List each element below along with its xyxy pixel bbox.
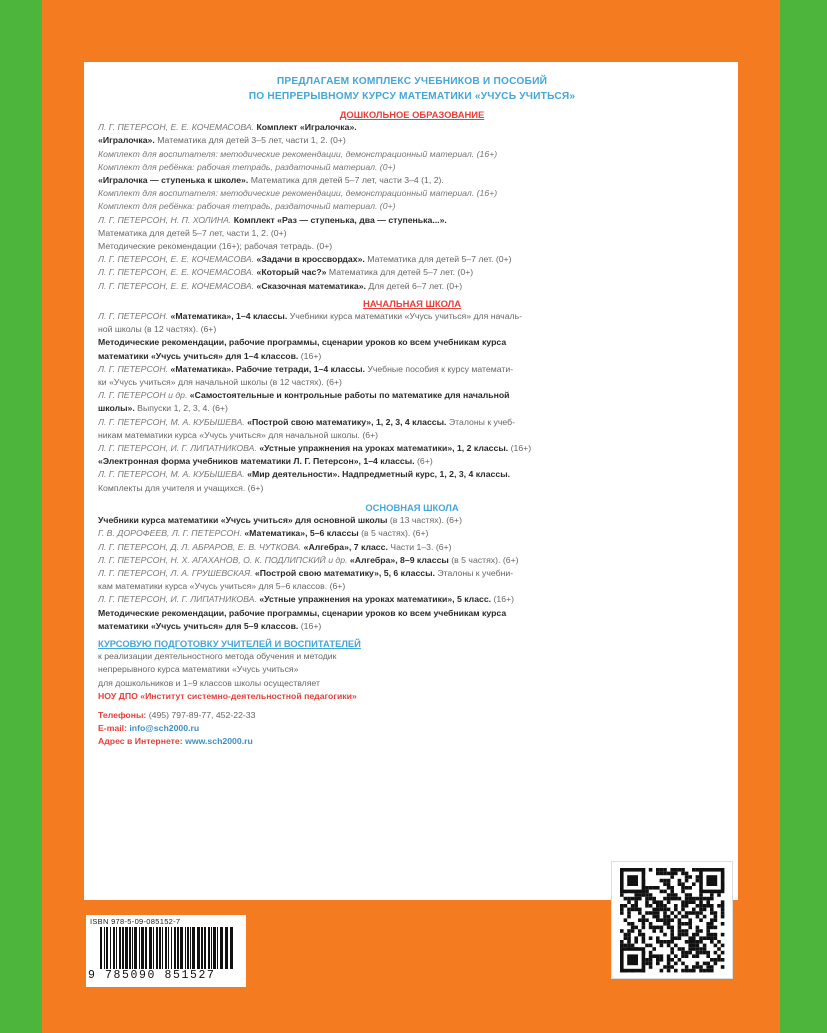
header-line-1: ПРЕДЛАГАЕМ КОМПЛЕКС УЧЕБНИКОВ И ПОСОБИЙ: [276, 76, 548, 87]
qr-code-image: [612, 862, 732, 978]
preschool-line: Л. Г. ПЕТЕРСОН, Е. Е. КОЧЕМАСОВА. «Сказочная математика». Для детей 6–7 лет. (0+): [98, 280, 463, 291]
section-heading-preschool: ДОШКОЛЬНОЕ ОБРАЗОВАНИЕ: [339, 109, 485, 120]
barcode-image: [100, 927, 235, 969]
isbn-number: ISBN 978-5-09-085152-7: [90, 917, 181, 926]
basic-line: Л. Г. ПЕТЕРСОН, Н. Х. АГАХАНОВ, О. К. ПОДЛИПСКИЙ и др. «Алгебра», 8–9 классы (в 5 частях). (6+): [98, 554, 519, 565]
primary-line: математики «Учусь учиться» для 1–4 классов. (16+): [98, 350, 322, 361]
email-link[interactable]: info@sch2000.ru: [129, 723, 200, 734]
basic-line: математики «Учусь учиться» для 5–9 классов. (16+): [98, 620, 322, 631]
preschool-line: «Игралочка — ступенька к школе». Математика для детей 5–7 лет, части 3–4 (1, 2).: [98, 175, 444, 186]
preschool-line: Комплект для воспитателя: методические рекомендации, демонстрационный материал. (16+): [98, 188, 498, 199]
courses-line: для дошкольников и 1–9 классов школы осуществляет: [98, 677, 320, 688]
isbn-barcode-block: [86, 915, 246, 987]
primary-line: ной школы (в 12 частях). (6+): [98, 324, 217, 335]
basic-line: Г. В. ДОРОФЕЕВ, Л. Г. ПЕТЕРСОН. «Математика», 5–6 классы (в 5 частях). (6+): [98, 528, 429, 539]
primary-line: школы». Выпуски 1, 2, 3, 4. (6+): [98, 403, 228, 414]
email-line: E-mail: info@sch2000.ru: [98, 723, 200, 734]
primary-line: Л. Г. ПЕТЕРСОН, М. А. КУБЫШЕВА. «Построй свою математику», 1, 2, 3, 4 классы. Эталоны к учеб-: [98, 416, 516, 427]
courses-heading: КУРСОВУЮ ПОДГОТОВКУ УЧИТЕЛЕЙ И ВОСПИТАТЕЛЕЙ: [98, 637, 361, 649]
info-panel: [84, 62, 738, 900]
basic-line: Учебники курса математики «Учусь учиться» для основной школы (в 13 частях). (6+): [98, 515, 462, 526]
preschool-line: Л. Г. ПЕТЕРСОН, Е. Е. КОЧЕМАСОВА. Комплект «Игралочка».: [98, 122, 357, 133]
basic-line: Л. Г. ПЕТЕРСОН, Л. А. ГРУШЕВСКАЯ. «Построй свою математику», 5, 6 классы. Эталоны к учебни-: [98, 567, 514, 578]
basic-line: Л. Г. ПЕТЕРСОН, И. Г. ЛИПАТНИКОВА. «Устные упражнения на уроках математики», 5 класс. (16+): [98, 594, 515, 605]
preschool-line: Комплект для воспитателя: методические рекомендации, демонстрационный материал. (16+): [98, 148, 498, 159]
basic-line: кам математики курса «Учусь учиться» для 5–6 классов. (6+): [98, 581, 346, 592]
preschool-line: Л. Г. ПЕТЕРСОН, Н. П. ХОЛИНА. Комплект «Раз — ступенька, два — ступенька...».: [98, 214, 447, 225]
preschool-line: Л. Г. ПЕТЕРСОН, Е. Е. КОЧЕМАСОВА. «Который час?» Математика для детей 5–7 лет. (0+): [98, 267, 474, 278]
basic-line: Методические рекомендации, рабочие программы, сценарии уроков ко всем учебникам курса: [98, 607, 507, 618]
primary-line: Л. Г. ПЕТЕРСОН, М. А. КУБЫШЕВА. «Мир деятельности». Надпредметный курс, 1, 2, 3, 4 классы.: [98, 469, 511, 480]
section-heading-basic: ОСНОВНАЯ ШКОЛА: [365, 501, 459, 513]
basic-line: Л. Г. ПЕТЕРСОН, Д. Л. АБРАРОВ, Е. В. ЧУТКОВА. «Алгебра», 7 класс. Части 1–3. (6+): [98, 541, 452, 552]
primary-line: Комплекты для учителя и учащихся. (6+): [98, 482, 264, 493]
primary-line: Л. Г. ПЕТЕРСОН и др. «Самостоятельные и контрольные работы по математике для начальной: [98, 390, 510, 401]
primary-line: Л. Г. ПЕТЕРСОН. «Математика». Рабочие тетради, 1–4 классы. Учебные пособия к курсу математи-: [98, 363, 514, 374]
phone-line: Телефоны: (495) 797-89-77, 452-22-33: [98, 709, 256, 720]
contacts-block: [98, 709, 726, 749]
institute-name: НОУ ДПО «Институт системно-деятельностной педагогики»: [98, 690, 357, 701]
courses-line: непрерывного курса математики «Учусь учиться»: [98, 664, 299, 675]
preschool-line: Л. Г. ПЕТЕРСОН, Е. Е. КОЧЕМАСОВА. «Задачи в кроссвордах». Математика для детей 5–7 лет. (0+): [98, 254, 512, 265]
preschool-line: Математика для детей 5–7 лет, части 1, 2. (0+): [98, 227, 287, 238]
qr-code: [611, 861, 733, 979]
preschool-line: Методические рекомендации (16+); рабочая тетрадь. (0+): [98, 241, 333, 252]
primary-line: Л. Г. ПЕТЕРСОН, И. Г. ЛИПАТНИКОВА. «Устные упражнения на уроках математики», 1, 2 классы. (16+): [98, 443, 532, 454]
header-title: [98, 74, 726, 104]
primary-line: Л. Г. ПЕТЕРСОН. «Математика», 1–4 классы. Учебники курса математики «Учусь учиться» для началь-: [98, 311, 523, 322]
preschool-line: Комплект для ребёнка: рабочая тетрадь, раздаточный материал. (0+): [98, 161, 396, 172]
primary-line: Методические рекомендации, рабочие программы, сценарии уроков ко всем учебникам курса: [98, 337, 507, 348]
section-heading-primary: НАЧАЛЬНАЯ ШКОЛА: [362, 297, 462, 309]
preschool-line: Комплект для ребёнка: рабочая тетрадь, раздаточный материал. (0+): [98, 201, 396, 212]
primary-line: «Электронная форма учебников математики Л. Г. Петерсон», 1–4 классы. (6+): [98, 456, 433, 467]
primary-line: никам математики курса «Учусь учиться» для начальной школы. (6+): [98, 429, 379, 440]
courses-line: к реализации деятельностного метода обучения и методик: [98, 651, 337, 662]
website-link[interactable]: www.sch2000.ru: [185, 736, 253, 747]
primary-line: ки «Учусь учиться» для начальной школы (в 12 частях). (6+): [98, 377, 342, 388]
preschool-line: «Игралочка». Математика для детей 3–5 лет, части 1, 2. (0+): [98, 135, 346, 146]
barcode-digits: 9 785090 851527: [88, 969, 216, 982]
header-line-2: ПО НЕПРЕРЫВНОМУ КУРСУ МАТЕМАТИКИ «УЧУСЬ УЧИТЬСЯ»: [248, 91, 576, 102]
website-line: Адрес в Интернете: www.sch2000.ru: [98, 736, 253, 747]
